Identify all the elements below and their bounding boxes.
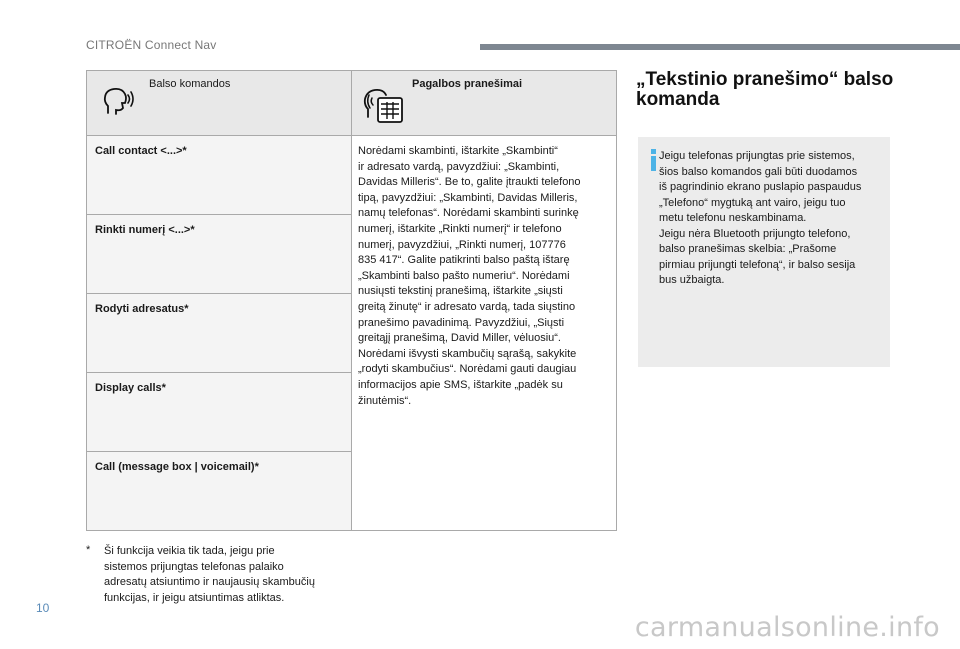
header-bar [480,44,960,50]
footnote-mark: * [86,544,91,556]
page-number: 10 [36,601,50,615]
voice-commands-header-cell [87,71,352,136]
footnote-text: Ši funkcija veikia tik tada, jeigu prie sistemos prijungtas telefonas palaiko adresatų atsiuntimo ir naujausių skambučių funkcijas, ir jeigu atsiuntimas atliktas. [104,545,315,604]
info-box [638,137,890,367]
manual-header-title: CITROËN Connect Nav [86,38,217,52]
help-messages-header-cell [352,71,617,136]
table-row [87,136,617,215]
command-call-voicemail: Call (message box | voicemail)* [87,452,352,531]
voice-command-icon [101,85,135,119]
voice-commands-header: Balso komandos [149,78,231,90]
watermark: carmanualsonline.info [634,612,940,643]
help-message-cell [352,136,617,531]
help-message-icon [362,85,406,125]
command-display-calls: Display calls* [87,373,352,452]
voice-commands-table [86,70,617,531]
info-text: Jeigu telefonas prijungtas prie sistemos, šios balso komandos gali būti duodamos iš pagrindinio ekrano puslapio paspaudus „Telefono“ mygtuką ant vairo, jeigu tuo metu telefonu neskambinama. Jeigu nėra Bluetooth prijungto telefono, balso pranešimas skelbia: „Prašome pirmiau prijungti telefoną“, ir balso sesija bus užbaigta. [659,150,862,286]
command-call-contact: Call contact <...>* [87,136,352,215]
help-messages-header: Pagalbos pranešimai [412,78,523,90]
command-show-contacts: Rodyti adresatus* [87,294,352,373]
help-message-text: Norėdami skambinti, ištarkite „Skambinti“ ir adresato vardą, pavyzdžiui: „Skambinti, Davidas Milleris“. Be to, galite įtraukti telefono tipą, pavyzdžiui: „Skambinti, Davidas Milleris, namų telefonas“. Norėdami skambinti surinkę numerį, ištarkite „Rinkti numerį“ ir telefono numerį, pavyzdžiui, „Rinkti numerį, 107776 835 417“. Galite patikrinti balso paštą ištarę „Skambinti balso pašto numeriu“. Norėdami nusiųsti tekstinį pranešimą, ištarkite „siųsti greitą žinutę“ ir adresato vardą, tada siųstino pranešimo pavadinimą. Pavyzdžiui, „Siųsti greitąjį pranešimą, David Miller, vėluosiu“. Norėdami išvysti skambučių sąrašą, sakykite „rodyti skambučius“. Norėdami gauti daugiau informacijos apie SMS, ištarkite „padėk su žinutėmis“. [358,145,581,407]
command-dial-number: Rinkti numerį <...>* [87,215,352,294]
section-title: „Tekstinio pranešimo“ balso komanda [636,69,894,110]
table-header-row [87,71,617,136]
